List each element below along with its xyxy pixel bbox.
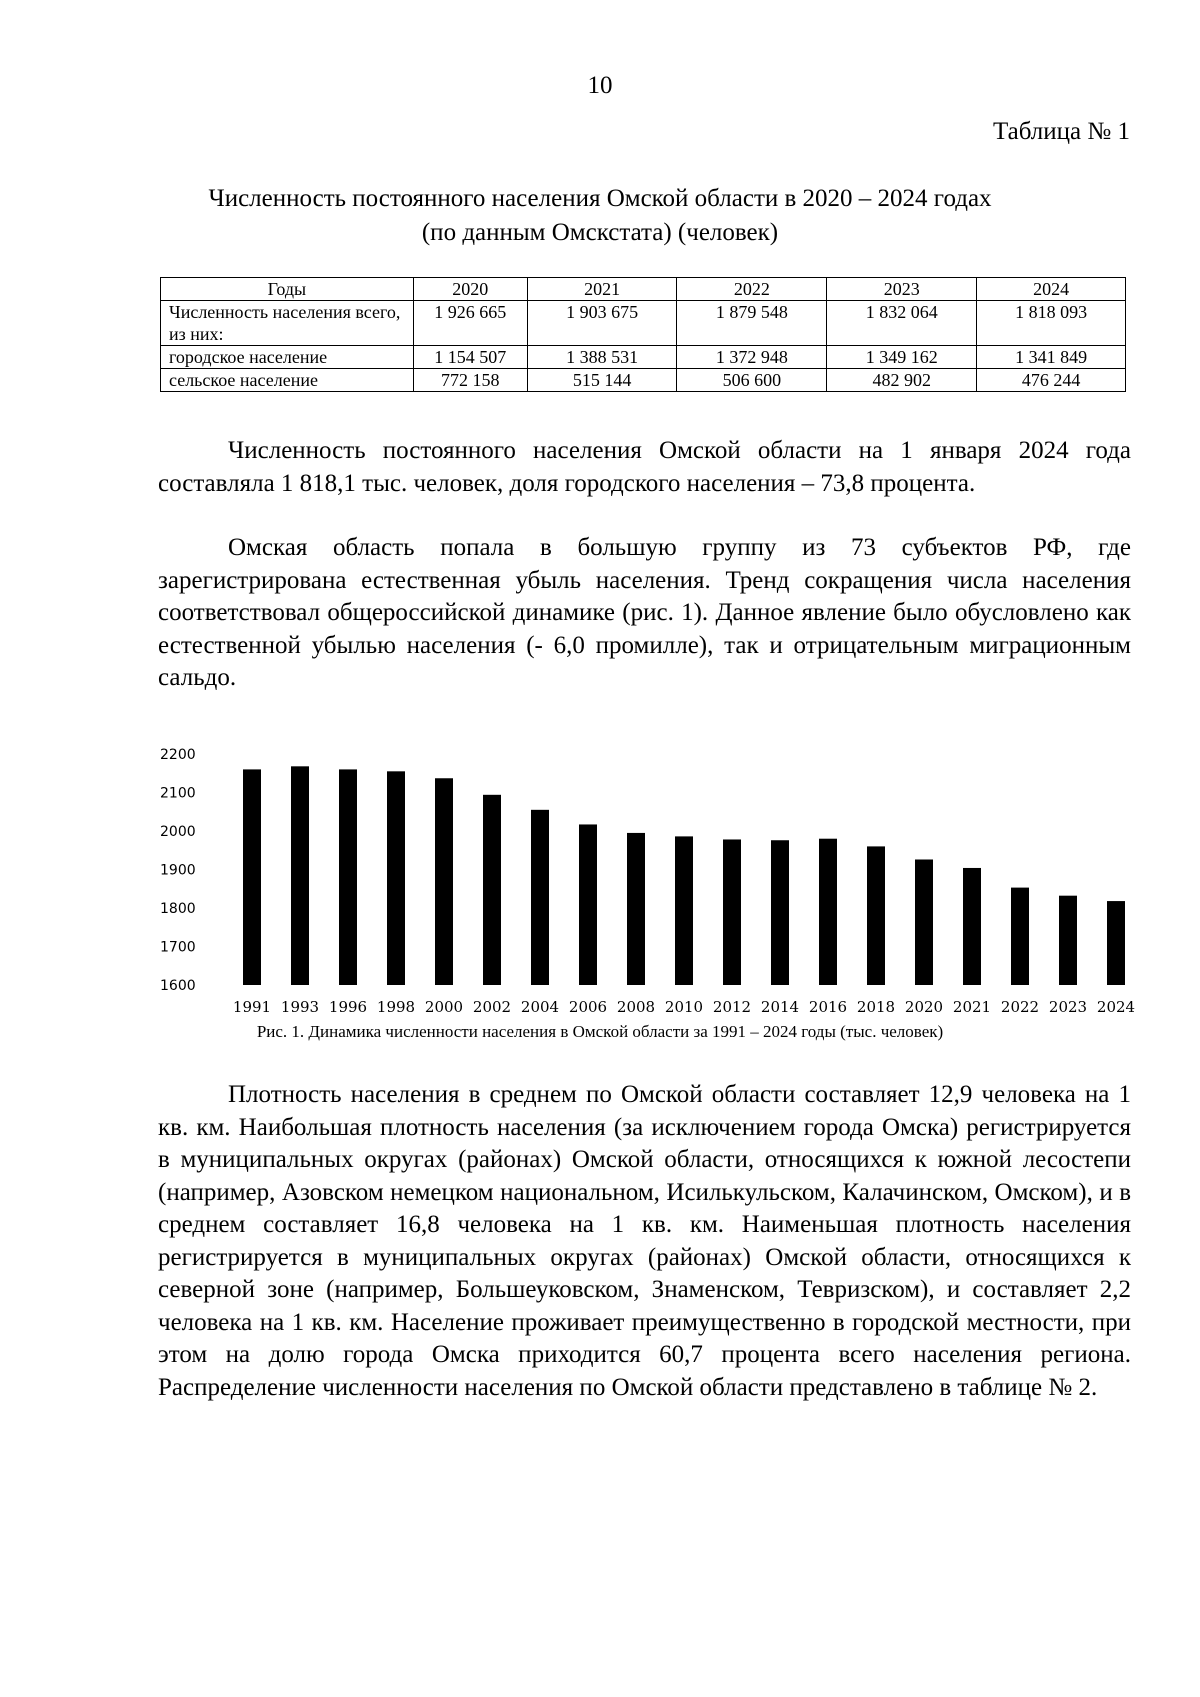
table-cell: 506 600: [677, 369, 827, 392]
table-cell: 515 144: [527, 369, 677, 392]
x-tick-label: 2018: [856, 998, 896, 1015]
bar-2012: [723, 839, 741, 985]
bar-2016: [819, 839, 837, 985]
x-tick-label: 2021: [952, 998, 992, 1015]
table-cell: 1 349 162: [827, 346, 977, 369]
x-tick-label: 2024: [1096, 998, 1136, 1015]
bar-2021: [963, 868, 981, 985]
bar-1991: [243, 769, 261, 985]
table-cell: 772 158: [413, 369, 527, 392]
paragraph-population-density: Плотность населения в среднем по Омской области составляет 12,9 человека на 1 кв. км. Наибольшая плотность населения (за исключением города Омска) регистрируется в муниципальных округах (районах) Омской области, относящихся к южной лесостепи (например, Азовском немецком национальном, Исилькульском, Калачинском, Омском), и в среднем составляет 16,8 человека на 1 кв. км. Наименьшая плотность населения регистрируется в муниципальных округах (районах) Омской области, относящихся к северной зоне (например, Большеуковском, Знаменском, Тевризском), и составляет 2,2 человека на 1 кв. км. Население проживает преимущественно в городской местности, при этом на долю города Омска приходится 60,7 процента всего населения региона. Распределение численности населения по Омской области представлено в таблице № 2.: [158, 1081, 1131, 1401]
table-title-line1: Численность постоянного населения Омской области в 2020 – 2024 годах: [208, 185, 992, 212]
table-title-line2: (по данным Омскстата) (человек): [421, 219, 779, 246]
table-cell: 1 926 665: [413, 301, 527, 346]
table-cell: сельское население: [161, 369, 414, 392]
bar-1998: [387, 771, 405, 985]
y-tick-label: 1800: [160, 901, 196, 917]
table-cell: 476 244: [977, 369, 1126, 392]
x-tick-label: 2012: [712, 998, 752, 1015]
paragraph-population-total: Численность постоянного населения Омской области на 1 января 2024 года составляла 1 818,1 тыс. человек, доля городского населения – 73,8 процента.: [158, 437, 1131, 497]
table-row: [161, 346, 1126, 369]
table-cell: 1 818 093: [977, 301, 1126, 346]
bar-2024: [1107, 901, 1125, 985]
x-tick-label: 1998: [376, 998, 416, 1015]
x-tick-label: 2004: [520, 998, 560, 1015]
table-cell: 1 903 675: [527, 301, 677, 346]
table-row: [161, 369, 1126, 392]
bar-1996: [339, 769, 357, 985]
bar-2022: [1011, 888, 1029, 985]
figure-caption: Рис. 1. Динамика численности населения в Омской области за 1991 – 2024 годы (тыс. человек): [256, 1022, 944, 1041]
table-label: Таблица № 1: [992, 118, 1130, 145]
table-cell: Численность населения всего, из них:: [161, 301, 414, 346]
x-tick-label: 2022: [1000, 998, 1040, 1015]
x-tick-label: 2000: [424, 998, 464, 1015]
table-header-cell: 2023: [827, 278, 977, 301]
x-tick-label: 2008: [616, 998, 656, 1015]
bar-2002: [483, 795, 501, 985]
table-header-cell: 2021: [527, 278, 677, 301]
bar-2004: [531, 810, 549, 985]
population-bar-chart: [160, 735, 1140, 1015]
table-header-cell: 2020: [413, 278, 527, 301]
bar-2023: [1059, 896, 1077, 985]
table-title: [150, 182, 1050, 250]
x-tick-label: 2002: [472, 998, 512, 1015]
table-cell: 1 372 948: [677, 346, 827, 369]
y-tick-label: 2000: [160, 824, 196, 840]
page-number: 10: [587, 72, 613, 99]
y-tick-label: 1900: [160, 862, 196, 879]
bar-2008: [627, 833, 645, 985]
bar-1993: [291, 766, 309, 985]
bar-2006: [579, 824, 597, 985]
table-row: [161, 301, 1126, 346]
paragraph-natural-decline: Омская область попала в большую группу из 73 субъектов РФ, где зарегистрирована естественная убыль населения. Тренд сокращения числа населения соответствовал общероссийской динамике (рис. 1). Данное явление было обусловлено как естественной убылью населения (- 6,0 промилле), так и отрицательным миграционным сальдо.: [158, 534, 1131, 691]
population-table: [160, 277, 1126, 392]
x-tick-label: 1996: [328, 998, 368, 1015]
table-cell: 1 388 531: [527, 346, 677, 369]
bar-2014: [771, 840, 789, 985]
bar-2020: [915, 859, 933, 985]
y-tick-label: 2100: [160, 785, 196, 802]
table-header-cell: Годы: [161, 278, 414, 301]
y-tick-label: 2200: [160, 747, 196, 763]
x-tick-label: 2006: [568, 998, 608, 1015]
bar-2000: [435, 778, 453, 985]
bar-2018: [867, 846, 885, 985]
table-cell: 482 902: [827, 369, 977, 392]
x-tick-label: 2020: [904, 998, 944, 1015]
table-header-row: [161, 278, 1126, 301]
table-cell: 1 154 507: [413, 346, 527, 369]
table-header-cell: 2022: [677, 278, 827, 301]
x-tick-label: 2010: [664, 998, 704, 1015]
table-header-cell: 2024: [977, 278, 1126, 301]
x-tick-label: 2016: [808, 998, 848, 1015]
y-tick-label: 1600: [160, 978, 196, 994]
bar-2010: [675, 836, 693, 985]
table-cell: 1 341 849: [977, 346, 1126, 369]
x-tick-label: 1993: [280, 998, 320, 1015]
x-tick-label: 1991: [232, 998, 272, 1015]
x-tick-label: 2023: [1048, 998, 1088, 1015]
table-cell: 1 832 064: [827, 301, 977, 346]
table-cell: 1 879 548: [677, 301, 827, 346]
x-tick-label: 2014: [760, 998, 800, 1015]
table-cell: городское население: [161, 346, 414, 369]
y-tick-label: 1700: [160, 939, 196, 956]
